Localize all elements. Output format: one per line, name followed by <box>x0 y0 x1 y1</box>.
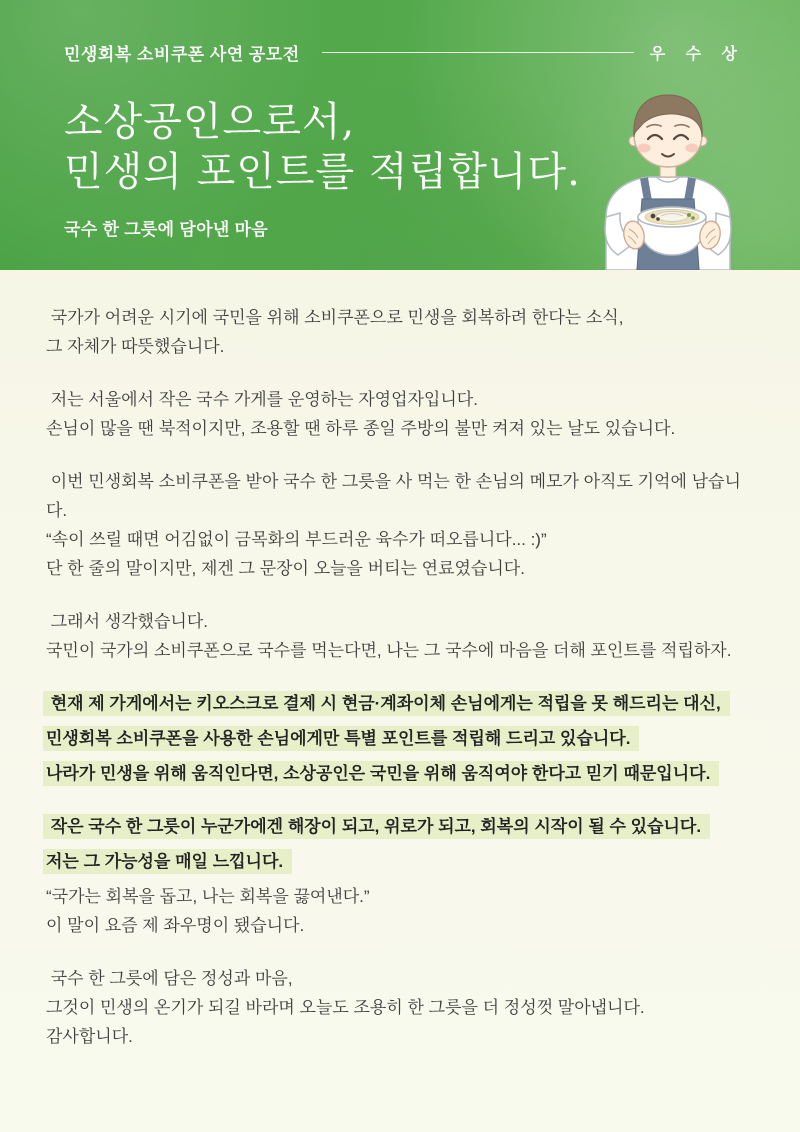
customer-quote-line: “속이 쓰릴 때면 어김없이 금목화의 부드러운 육수가 떠오릅니다... :)” <box>46 530 547 549</box>
header-banner <box>0 0 800 270</box>
paragraph <box>46 303 754 361</box>
text-line: 그래서 생각했습니다. <box>46 612 208 631</box>
title-line-1: 소상공인으로서, <box>64 99 356 145</box>
text-line: 손님이 많을 땐 북적이지만, 조용할 땐 하루 종일 주방의 불만 켜져 있는 날도 있습니다. <box>46 419 676 438</box>
header-top-row <box>64 40 745 65</box>
paragraph <box>46 607 754 665</box>
text-line: 단 한 줄의 말이지만, 제겐 그 문장이 오늘을 버티는 연료였습니다. <box>46 559 525 578</box>
text-line: 이번 민생회복 소비쿠폰을 받아 국수 한 그릇을 사 먹는 한 손님의 메모가 아직도 기억에 남습니다. <box>46 472 741 520</box>
text-line: 국가가 어려운 시기에 국민을 위해 소비쿠폰으로 민생을 회복하려 한다는 소식, <box>46 308 624 327</box>
contest-label: 민생회복 소비쿠폰 사연 공모전 <box>64 45 300 64</box>
text-line: 국수 한 그릇에 담은 정성과 마음, <box>46 969 293 988</box>
man-with-noodle-bowl-illustration <box>598 85 758 270</box>
divider-line <box>322 52 634 54</box>
highlighted-line: 민생회복 소비쿠폰을 사용한 손님에게만 특별 포인트를 적립해 드리고 있습니다. <box>46 724 754 753</box>
paragraph <box>46 964 754 1051</box>
story-article <box>0 270 800 1051</box>
paragraph <box>46 812 754 940</box>
text-line: 국민이 국가의 소비쿠폰으로 국수를 먹는다면, 나는 그 국수에 마음을 더해 포인트를 적립하자. <box>46 641 732 660</box>
subtitle: 국수 한 그릇에 담아낸 마음 <box>64 220 269 239</box>
highlighted-line: 작은 국수 한 그릇이 누군가에겐 해장이 되고, 위로가 되고, 회복의 시작이 될 수 있습니다. <box>46 812 754 841</box>
motto-quote-line: “국가는 회복을 돕고, 나는 회복을 끓여낸다.” <box>46 887 370 906</box>
highlighted-line: 나라가 민생을 위해 움직인다면, 소상공인은 국민을 위해 움직여야 한다고 믿기 때문입니다. <box>46 759 754 788</box>
paragraph-highlighted <box>46 689 754 788</box>
paragraph <box>46 385 754 443</box>
highlighted-line: 저는 그 가능성을 매일 느낍니다. <box>46 847 754 876</box>
paragraph <box>46 467 754 583</box>
text-line: 그것이 민생의 온기가 되길 바라며 오늘도 조용히 한 그릇을 더 정성껏 말아냅니다. <box>46 998 645 1017</box>
text-line: 이 말이 요즘 제 좌우명이 됐습니다. <box>46 916 305 935</box>
title-line-2: 민생의 포인트를 적립합니다. <box>64 149 581 195</box>
text-line: 저는 서울에서 작은 국수 가게를 운영하는 자영업자입니다. <box>46 390 478 409</box>
text-line: 그 자체가 따뜻했습니다. <box>46 337 225 356</box>
closing-line: 감사합니다. <box>46 1027 133 1046</box>
award-label: 우 수 상 <box>649 46 745 63</box>
highlighted-line: 현재 제 가게에서는 키오스크로 결제 시 현금·계좌이체 손님에게는 적립을 못 해드리는 대신, <box>46 689 754 718</box>
